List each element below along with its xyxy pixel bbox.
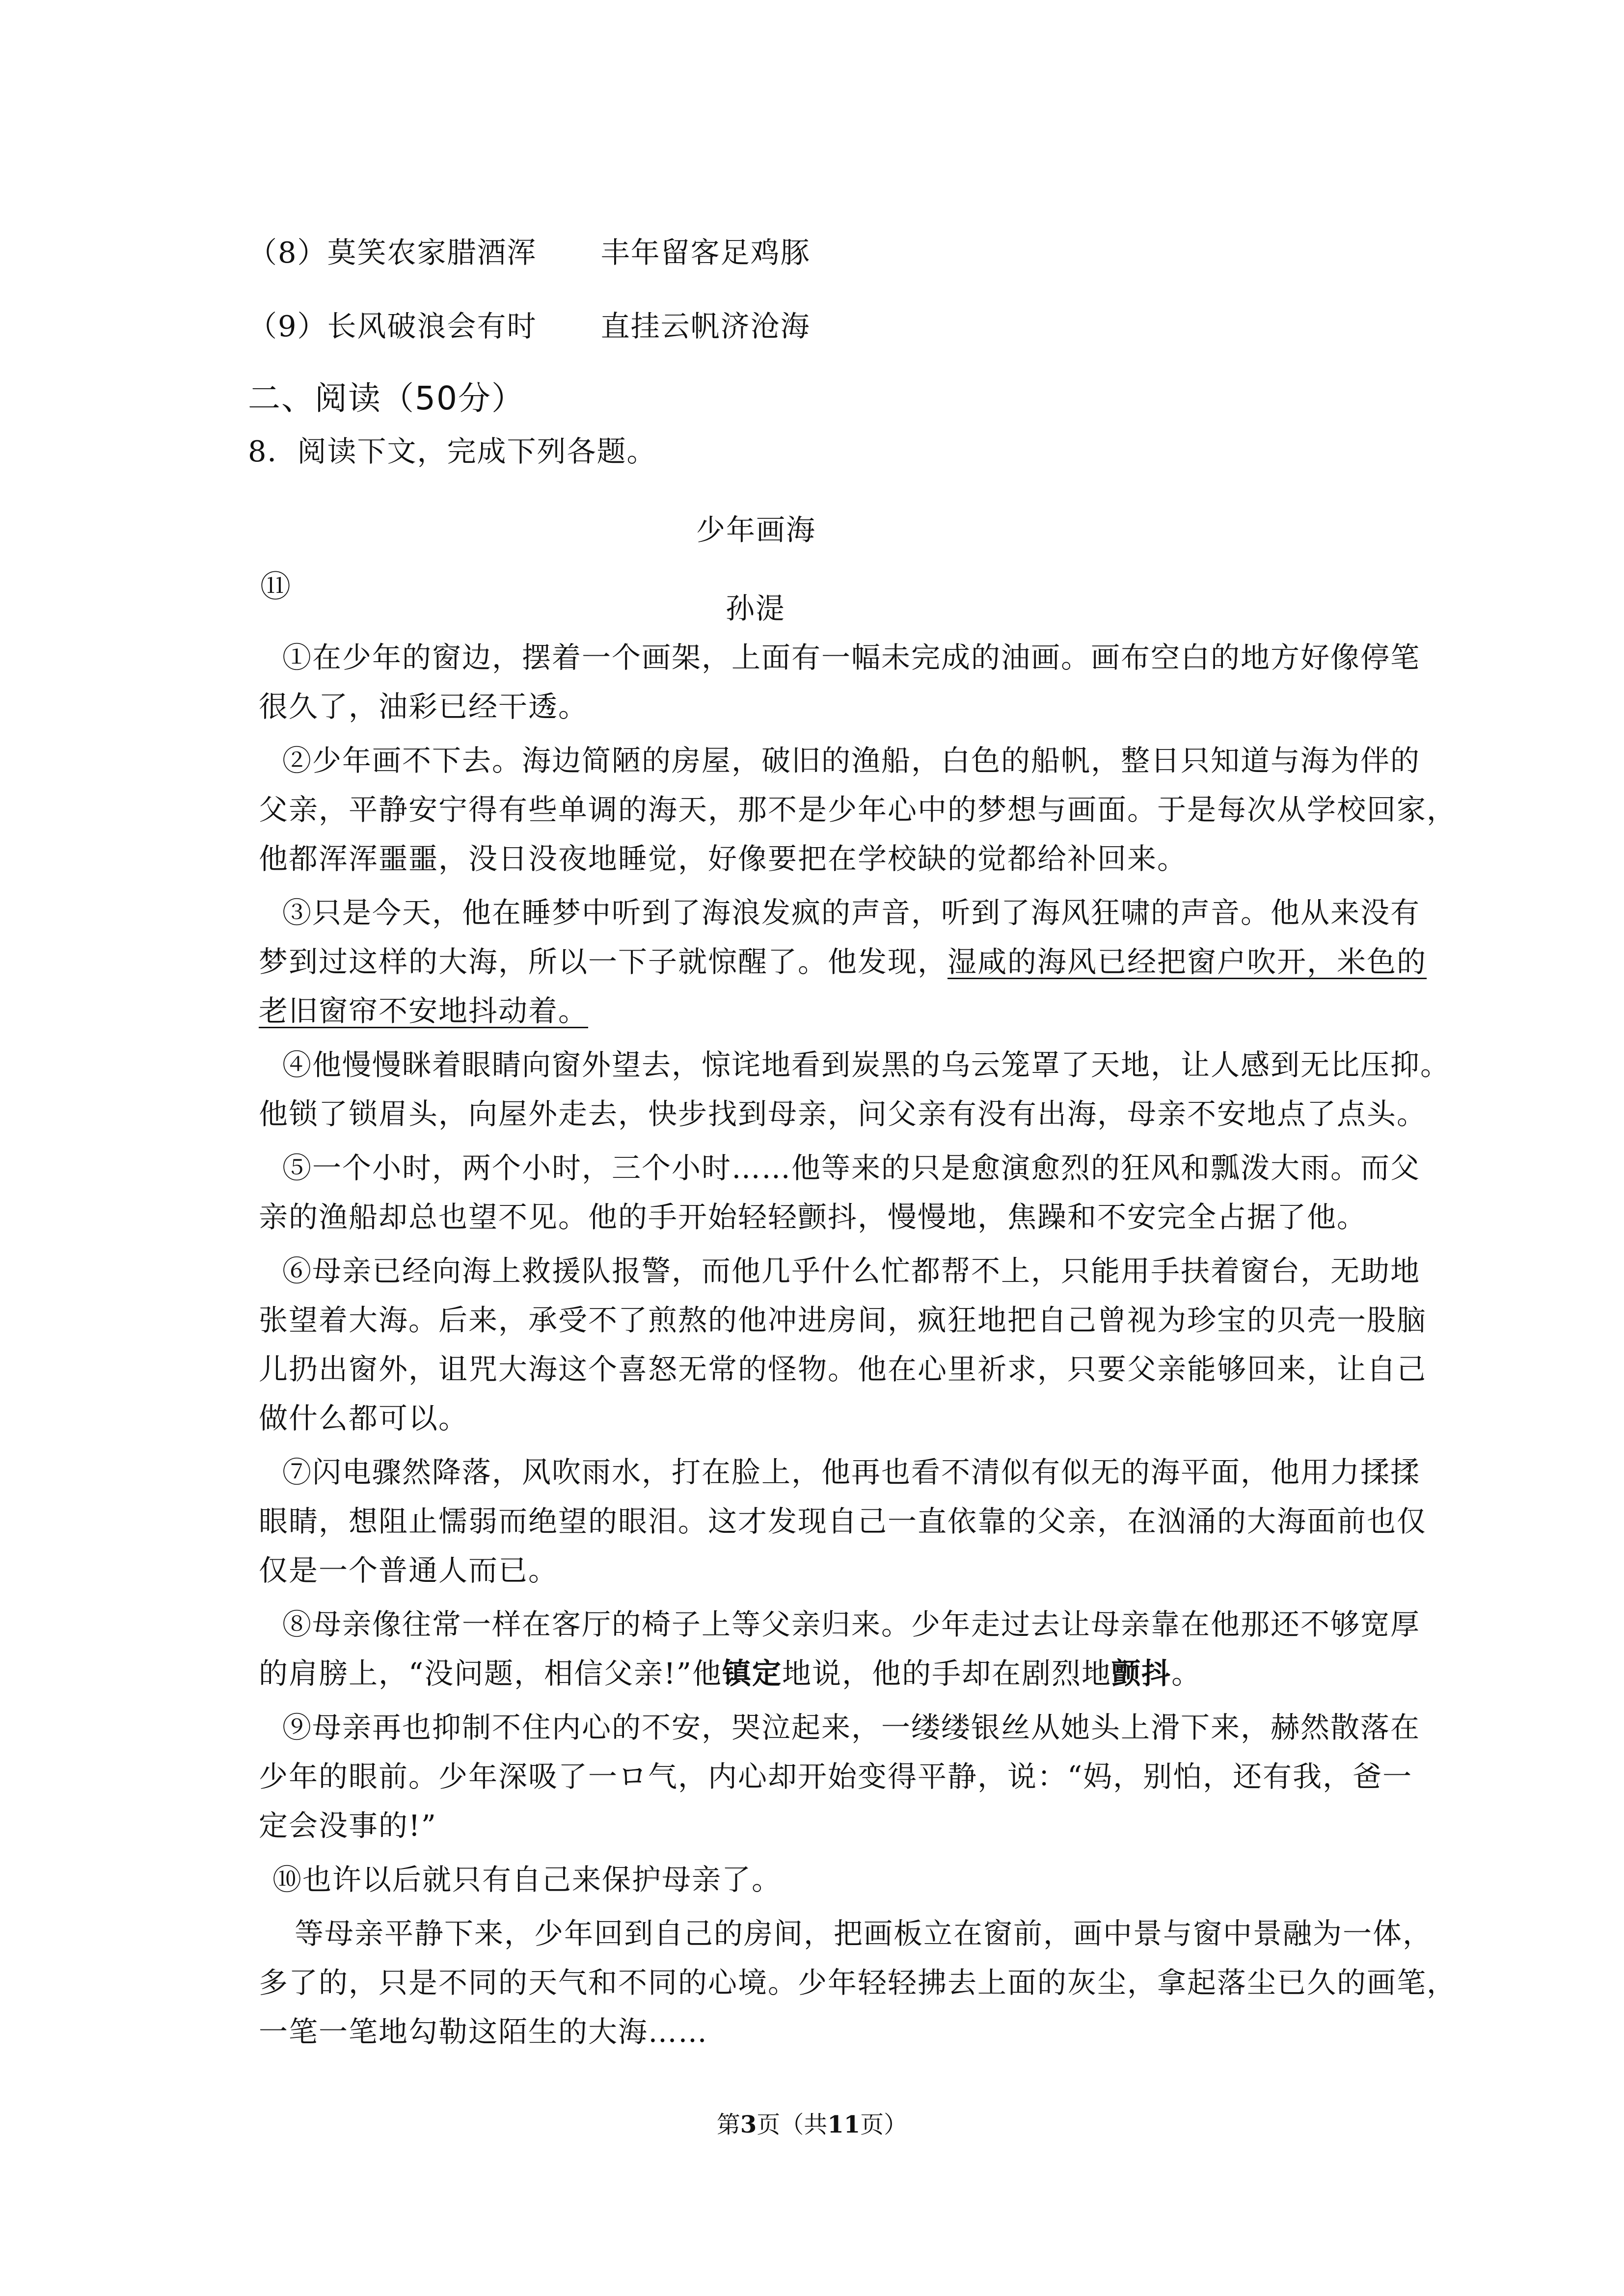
paragraph-3-line-2 <box>259 942 1427 982</box>
paragraph-1-line-1: ①在少年的窗边，摆着一个画架，上面有一幅未完成的油画。画布空白的地方好像停笔 <box>282 641 1421 674</box>
footer-page-number: 3 <box>740 2111 757 2138</box>
poem-9-first-half: 长风破浪会有时 <box>327 309 537 343</box>
article-author: 孙湜 <box>726 591 786 625</box>
article-title: 少年画海 <box>696 513 816 547</box>
paragraph-2-line-2: 父亲，平静安宁得有些单调的海天，那不是少年心中的梦想与画面。于是每次从学校回家， <box>259 793 1457 827</box>
paragraph-7-line-1: ⑦闪电骤然降落，风吹雨水，打在脸上，他再也看不清似有似无的海平面，他用力揉揉 <box>282 1455 1421 1489</box>
paragraph-3-line-2-text: 梦到过这样的大海，所以一下子就惊醒了。他发现， <box>259 945 948 979</box>
footer-total-pages: 11 <box>827 2111 861 2138</box>
underlined-sentence-part-1: 湿咸的海风已经把窗户吹开，米色的 <box>947 945 1427 979</box>
circled-number-mark: ⑪ <box>260 568 292 604</box>
page-footer <box>0 2106 1624 2139</box>
paragraph-5-line-2: 亲的渔船却总也望不见。他的手开始轻轻颤抖，慢慢地，焦躁和不安完全占据了他。 <box>259 1200 1367 1234</box>
paragraph-6-line-1: ⑥母亲已经向海上救援队报警，而他几乎什么忙都帮不上，只能用手扶着窗台，无助地 <box>282 1254 1421 1288</box>
paragraph-10-line-1: ⑩也许以后就只有自己来保护母亲了。 <box>272 1863 782 1896</box>
paragraph-6-line-4: 做什么都可以。 <box>259 1401 469 1435</box>
paragraph-8-text-a: 的肩膀上，“没问题，相信父亲!”他 <box>259 1656 723 1690</box>
paragraph-2-line-3: 他都浑浑噩噩，没日没夜地睡觉，好像要把在学校缺的觉都给补回来。 <box>259 842 1188 876</box>
footer-prefix: 第 <box>716 2111 740 2138</box>
paragraph-9-line-1: ⑨母亲再也抑制不住内心的不安，哭泣起来，一缕缕银丝从她头上滑下来，赫然散落在 <box>282 1710 1421 1744</box>
paragraph-7-line-2: 眼睛，想阻止懦弱而绝望的眼泪。这才发现自己一直依靠的父亲，在汹涌的大海面前也仅 <box>259 1504 1427 1538</box>
bold-word-chandou: 颤抖 <box>1111 1656 1172 1690</box>
paragraph-2-line-1: ②少年画不下去。海边简陋的房屋，破旧的渔船，白色的船帆，整日只知道与海为伴的 <box>282 744 1421 777</box>
paragraph-4-line-1: ④他慢慢眯着眼睛向窗外望去，惊诧地看到炭黑的乌云笼罩了天地，让人感到无比压抑。 <box>282 1048 1451 1082</box>
paragraph-9-line-3: 定会没事的!” <box>259 1809 437 1842</box>
paragraph-8-line-1: ⑧母亲像往常一样在客厅的椅子上等父亲归来。少年走过去让母亲靠在他那还不够宽厚 <box>282 1607 1421 1641</box>
poem-8-number: （8） <box>248 236 327 269</box>
paragraph-6-line-3: 儿扔出窗外，诅咒大海这个喜怒无常的怪物。他在心里祈求，只要父亲能够回来，让自己 <box>259 1352 1427 1386</box>
paragraph-3-line-3 <box>259 991 588 1031</box>
paragraph-8-text-e: 。 <box>1171 1656 1202 1690</box>
poem-line-8 <box>248 233 811 272</box>
bold-word-zhending: 镇定 <box>722 1656 783 1690</box>
poem-8-second-half: 丰年留客足鸡豚 <box>600 236 811 269</box>
paragraph-11-line-3: 一笔一笔地勾勒这陌生的大海…… <box>259 2015 708 2049</box>
paragraph-5-line-1: ⑤一个小时，两个小时，三个小时……他等来的只是愈演愈烈的狂风和瓢泼大雨。而父 <box>282 1151 1421 1185</box>
poem-9-second-half: 直挂云帆济沧海 <box>600 309 811 343</box>
paragraph-1-line-2: 很久了，油彩已经干透。 <box>259 690 589 723</box>
footer-suffix: 页） <box>860 2111 908 2138</box>
paragraph-7-line-3: 仅是一个普通人而已。 <box>259 1553 559 1587</box>
question-prompt: 8．阅读下文，完成下列各题。 <box>248 434 657 468</box>
poem-8-first-half: 莫笑农家腊酒浑 <box>327 236 537 269</box>
paragraph-11-line-2: 多了的，只是不同的天气和不同的心境。少年轻轻拂去上面的灰尘，拿起落尘已久的画笔， <box>259 1966 1457 2000</box>
footer-middle: 页（共 <box>757 2111 828 2138</box>
poem-9-number: （9） <box>248 309 327 343</box>
paragraph-11-line-1: 等母亲平静下来，少年回到自己的房间，把画板立在窗前，画中景与窗中景融为一体， <box>295 1917 1433 1950</box>
poem-line-9 <box>248 307 811 346</box>
paragraph-6-line-2: 张望着大海。后来，承受不了煎熬的他冲进房间，疯狂地把自己曾视为珍宝的贝壳一股脑 <box>259 1303 1427 1337</box>
section-heading: 二、阅读（50分） <box>248 379 525 417</box>
paragraph-8-text-c: 地说，他的手却在剧烈地 <box>782 1656 1112 1690</box>
paragraph-9-line-2: 少年的眼前。少年深吸了一ロ气，内心却开始变得平静，说：“妈，别怕，还有我，爸一 <box>259 1760 1413 1793</box>
paragraph-4-line-2: 他锁了锁眉头，向屋外走去，快步找到母亲，问父亲有没有出海，母亲不安地点了点头。 <box>259 1097 1427 1131</box>
underlined-sentence-part-2: 老旧窗帘不安地抖动着。 <box>259 994 589 1028</box>
paragraph-8-line-2 <box>259 1654 1201 1693</box>
paragraph-3-line-1: ③只是今天，他在睡梦中听到了海浪发疯的声音，听到了海风狂啸的声音。他从来没有 <box>282 896 1421 930</box>
